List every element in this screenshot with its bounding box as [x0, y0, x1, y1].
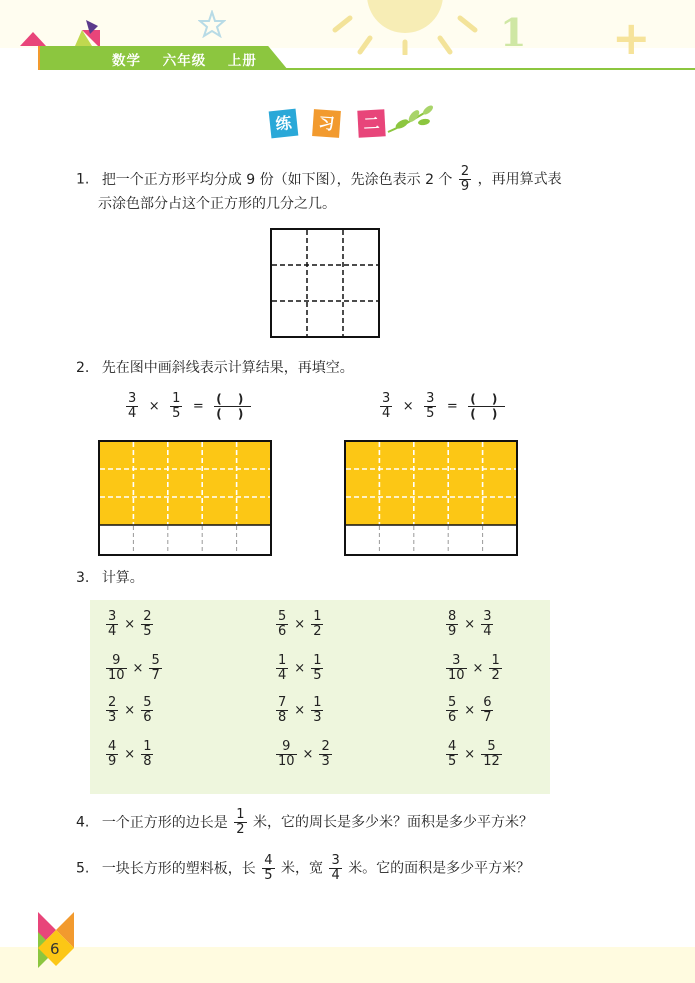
q1-frac-den: 9 [460, 179, 470, 194]
frac-b [489, 654, 501, 683]
frac-num: 2 [143, 609, 152, 624]
q2-left-frac-a [126, 392, 138, 421]
q5-line [76, 854, 530, 883]
title-char-1: 练 [269, 109, 299, 139]
q3-number: 3. [76, 570, 90, 586]
q4-text-a: 一个正方形的边长是 [101, 814, 228, 831]
q1-line2: 示涂色部分占这个正方形的几分之几。 [98, 196, 336, 212]
frac-num: 4 [448, 739, 457, 754]
star-decoration [198, 10, 226, 38]
frac-den: 5 [313, 668, 322, 683]
frac-num: 9 [276, 740, 297, 755]
frac-num: 5 [143, 695, 152, 710]
sun-decoration [330, 0, 480, 55]
q3-expression [104, 654, 164, 683]
frac-a [276, 610, 288, 639]
times-sign: × [132, 661, 144, 676]
frac-den: 4 [483, 624, 492, 639]
frac-num: 2 [108, 695, 117, 710]
frac-b [311, 696, 323, 725]
frac-den: 4 [108, 624, 117, 639]
frac-num: 1 [143, 739, 152, 754]
q3-expression [104, 740, 155, 769]
frac-den: 6 [448, 710, 457, 725]
frac-num: 8 [448, 609, 457, 624]
frac-den: 5 [264, 868, 273, 883]
frac-den: 5 [172, 406, 181, 421]
q1-fraction [459, 165, 471, 194]
frac-num: 1 [491, 653, 500, 668]
times-sign: × [464, 703, 476, 718]
times-sign: × [472, 661, 484, 676]
q4-text-b: 米，它的周长是多少米？面积是多少平方米？ [253, 814, 533, 831]
frac-b [311, 654, 323, 683]
frac-den: 6 [143, 710, 152, 725]
frac-num: 1 [278, 653, 287, 668]
frac-num: 5 [151, 653, 160, 668]
q2-left-equation [124, 392, 253, 421]
q2-prompt [76, 358, 354, 378]
frac-num: 9 [106, 654, 127, 669]
plus-decoration: + [612, 11, 651, 65]
frac-num: 3 [331, 853, 340, 868]
frac-a [446, 610, 458, 639]
q3-calculation-panel [90, 600, 550, 794]
q1-square-grid[interactable] [270, 228, 380, 338]
frac-den: 5 [426, 406, 435, 421]
frac-a [446, 740, 458, 769]
q3-expression [104, 610, 155, 639]
frac-b [141, 740, 153, 769]
q2-right-frac-a [380, 392, 392, 421]
times-sign: × [294, 703, 306, 718]
times-sign: × [124, 703, 136, 718]
q3-text: 计算。 [101, 570, 144, 586]
frac-b [481, 740, 502, 769]
frac-den: 9 [448, 624, 457, 639]
frac-num: 1 [313, 695, 322, 710]
frac-a [106, 610, 118, 639]
times-sign: × [148, 398, 160, 414]
title-char-2: 习 [312, 109, 341, 138]
q3-expression [444, 696, 495, 725]
answer-num-blank[interactable]: ( ) [470, 392, 504, 406]
frac-den: 4 [128, 406, 137, 421]
q5-text-c: 米。它的面积是多少平方米？ [348, 860, 531, 877]
frac-den: 7 [151, 668, 160, 683]
frac-b [141, 610, 153, 639]
frac-den: 8 [278, 710, 287, 725]
leaf-decoration [386, 102, 436, 140]
q1-text-a: 把一个正方形平均分成 9 份（如下图），先涂色表示 2 个 [101, 171, 453, 188]
q3-expression [274, 740, 334, 769]
frac-num: 3 [426, 391, 435, 406]
frac-den: 3 [321, 754, 330, 769]
header-grade: 六年级 [162, 53, 207, 69]
frac-den: 7 [483, 710, 492, 725]
times-sign: × [294, 617, 306, 632]
frac-den: 4 [382, 406, 391, 421]
frac-num: 3 [446, 654, 467, 669]
times-sign: × [402, 398, 414, 414]
equals-sign: = [446, 398, 458, 414]
frac-den: 4 [331, 868, 340, 883]
q2-left-answer-blank[interactable] [214, 392, 251, 421]
title-char-3: 二 [357, 109, 385, 137]
q3-expression [274, 654, 325, 683]
header-volume: 上册 [227, 53, 257, 69]
frac-num: 3 [382, 391, 391, 406]
frac-num: 4 [264, 853, 273, 868]
frac-den: 9 [108, 754, 117, 769]
times-sign: × [464, 617, 476, 632]
frac-den: 2 [236, 822, 245, 837]
q3-expression [444, 740, 504, 769]
q5-fraction-length [262, 854, 274, 883]
answer-num-blank[interactable]: ( ) [216, 392, 250, 406]
q2-right-equation [378, 392, 507, 421]
frac-den: 3 [108, 710, 117, 725]
frac-num: 3 [483, 609, 492, 624]
q3-expression [104, 696, 155, 725]
q4-fraction [234, 808, 246, 837]
frac-a [446, 654, 467, 683]
frac-den: 10 [278, 754, 295, 769]
answer-den-blank[interactable]: ( ) [216, 407, 250, 421]
q2-text: 先在图中画斜线表示计算结果，再填空。 [101, 360, 354, 376]
q2-left-frac-b [170, 392, 182, 421]
q3-prompt [76, 568, 144, 588]
frac-num: 3 [128, 391, 137, 406]
frac-den: 8 [143, 754, 152, 769]
frac-den: 2 [491, 668, 500, 683]
q2-number: 2. [76, 360, 90, 376]
q2-right-answer-blank[interactable] [468, 392, 505, 421]
frac-num: 6 [483, 695, 492, 710]
footer-band [0, 947, 695, 983]
frac-num: 1 [313, 653, 322, 668]
q4-number: 4. [76, 814, 90, 831]
q2-left-rectangle[interactable] [98, 440, 272, 556]
frac-den: 10 [448, 668, 465, 683]
frac-a [106, 696, 118, 725]
frac-den: 5 [143, 624, 152, 639]
q1-line1 [76, 165, 562, 194]
answer-den-blank[interactable]: ( ) [470, 407, 504, 421]
frac-a [276, 740, 297, 769]
q3-expression [274, 696, 325, 725]
q5-text-b: 米，宽 [281, 860, 323, 877]
frac-b [319, 740, 331, 769]
q2-right-rectangle[interactable] [344, 440, 518, 556]
times-sign: × [294, 661, 306, 676]
frac-num: 5 [278, 609, 287, 624]
frac-a [106, 740, 118, 769]
frac-b [481, 610, 493, 639]
frac-num: 5 [448, 695, 457, 710]
frac-num: 2 [321, 739, 330, 754]
frac-den: 4 [278, 668, 287, 683]
header-rule [280, 68, 695, 70]
frac-num: 3 [108, 609, 117, 624]
frac-num: 5 [481, 740, 502, 755]
q3-expression [274, 610, 325, 639]
q1-frac-num: 2 [460, 164, 470, 179]
q1-number: 1. [76, 171, 90, 188]
frac-num: 1 [236, 807, 245, 822]
frac-a [276, 696, 288, 725]
frac-den: 2 [313, 624, 322, 639]
header-subject: 数学 [112, 53, 141, 69]
q4-line [76, 808, 533, 837]
frac-b [149, 654, 161, 683]
q3-expression [444, 654, 504, 683]
frac-a [106, 654, 127, 683]
q5-number: 5. [76, 860, 90, 877]
q2-right-frac-b [424, 392, 436, 421]
frac-den: 5 [448, 754, 457, 769]
times-sign: × [302, 747, 314, 762]
header-title [112, 49, 273, 69]
q3-expression [444, 610, 495, 639]
q1-text-b: ，再用算式表 [477, 171, 562, 188]
frac-den: 6 [278, 624, 287, 639]
q5-text-a: 一块长方形的塑料板，长 [101, 860, 256, 877]
times-sign: × [124, 747, 136, 762]
frac-a [276, 654, 288, 683]
frac-b [311, 610, 323, 639]
frac-num: 1 [313, 609, 322, 624]
frac-b [481, 696, 493, 725]
frac-den: 3 [313, 710, 322, 725]
frac-num: 1 [172, 391, 181, 406]
q5-fraction-width [329, 854, 341, 883]
equals-sign: = [192, 398, 204, 414]
times-sign: × [124, 617, 136, 632]
frac-den: 10 [108, 668, 125, 683]
digit-one-decoration: 1 [500, 10, 527, 55]
frac-num: 4 [108, 739, 117, 754]
frac-b [141, 696, 153, 725]
times-sign: × [464, 747, 476, 762]
page-number: 6 [50, 940, 60, 958]
frac-den: 12 [483, 754, 500, 769]
frac-num: 7 [278, 695, 287, 710]
frac-a [446, 696, 458, 725]
